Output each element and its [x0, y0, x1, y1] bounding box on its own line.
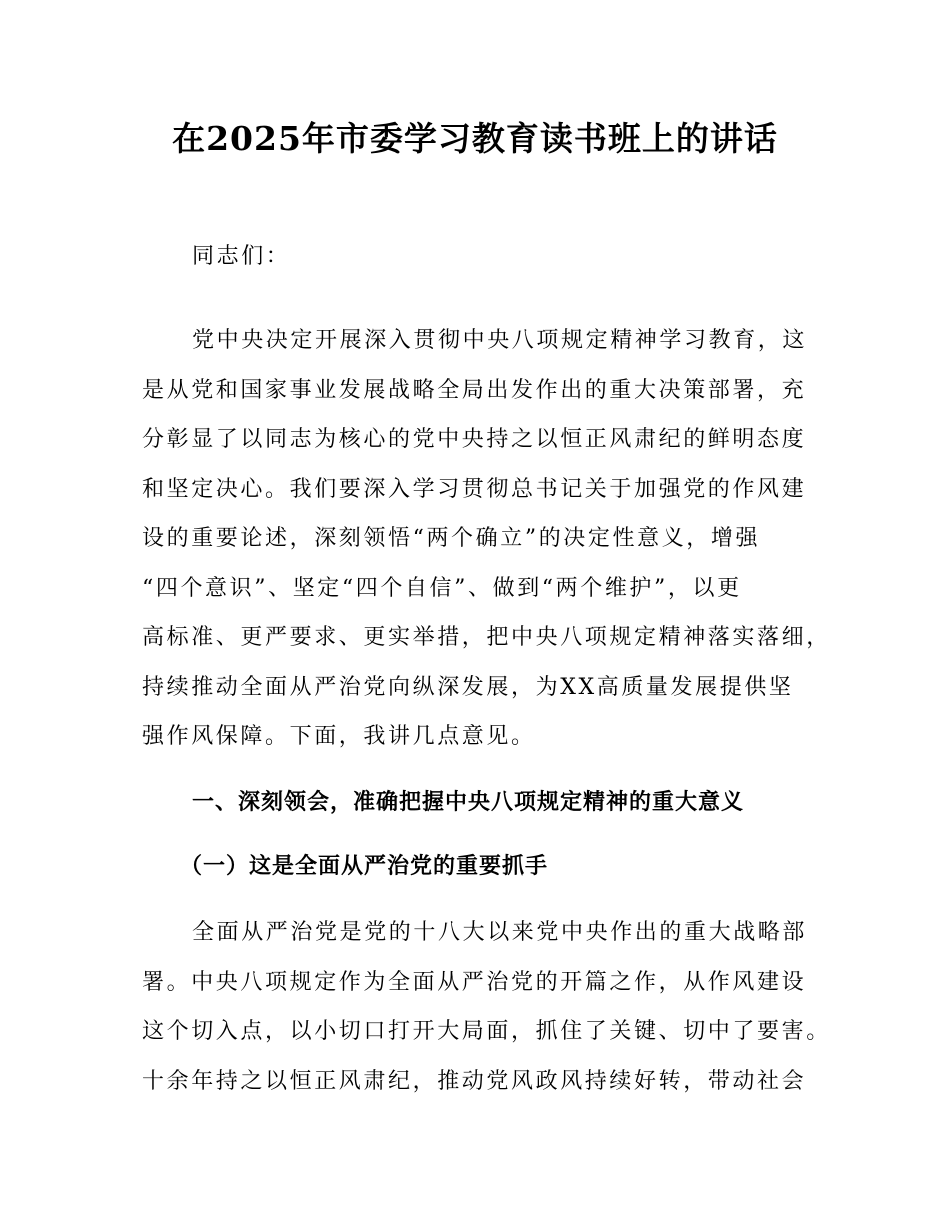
- paragraph-line: “四个意识”、坚定“四个自信”、做到“两个维护”，以更: [142, 575, 742, 601]
- paragraph-line: 党中央决定开展深入贯彻中央八项规定精神学习教育，这: [192, 328, 808, 353]
- paragraph-line: 设的重要论述，深刻领悟“两个确立”的决定性意义，增强: [142, 526, 761, 551]
- paragraph-line: 署。中央八项规定作为全面从严治党的开篇之作，从作风建设: [142, 969, 807, 995]
- paragraph-line: 和坚定决心。我们要深入学习贯彻总书记关于加强党的作风建: [142, 476, 807, 502]
- salutation: 同志们：: [192, 244, 291, 269]
- paragraph-line: 持续推动全面从严治党向纵深发展，为XX高质量发展提供坚: [142, 674, 794, 700]
- document-title: 在2025年市委学习教育读书班上的讲话: [172, 119, 778, 158]
- paragraph-line: 是从党和国家事业发展战略全局出发作出的重大决策部署，充: [142, 377, 807, 403]
- paragraph-line: 十余年持之以恒正风肃纪，推动党风政风持续好转，带动社会: [142, 1068, 807, 1094]
- section-heading-1: 一、深刻领会，准确把握中央八项规定精神的重大意义: [192, 789, 745, 815]
- paragraph-line: 高标准、更严要求、更实举措，把中央八项规定精神落实落细，: [142, 625, 831, 650]
- paragraph-line: 全面从严治党是党的十八大以来党中央作出的重大战略部: [192, 920, 808, 945]
- subsection-heading-1: （一）这是全面从严治党的重要抓手: [180, 853, 549, 879]
- paragraph-intro: [142, 316, 832, 762]
- paragraph-line: 分彰显了以同志为核心的党中央持之以恒正风肃纪的鲜明态度: [142, 427, 807, 452]
- paragraph-line: 强作风保障。下面，我讲几点意见。: [142, 724, 536, 749]
- paragraph-line: 这个切入点，以小切口打开大局面，抓住了关键、切中了要害。: [142, 1019, 831, 1044]
- paragraph-section-1: [142, 908, 832, 1106]
